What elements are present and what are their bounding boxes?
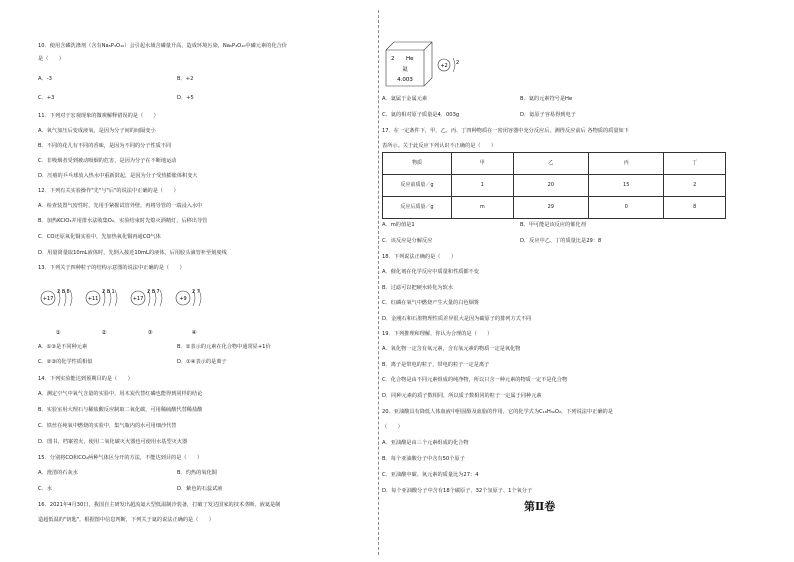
- q10-option-b: B．+2: [177, 76, 194, 82]
- q10-option-c: C．+3: [38, 95, 55, 101]
- question-18: 18．下列说法正确的是（ ）: [382, 254, 457, 260]
- atom-4-label: ④: [191, 330, 197, 336]
- q16-option-d: D．氦原子容易得到电子: [520, 112, 576, 118]
- atom-4-nucleus: +9: [179, 296, 187, 302]
- atom-1: [41, 289, 72, 336]
- q18-option-b: B．过滤可以把硬水转化为软水: [382, 285, 453, 291]
- q13-option-c: C．②③的化学性质相似: [38, 359, 93, 365]
- q13-option-a: A．①③是不同种元素: [38, 344, 88, 350]
- atom-3-shells: 2 8 7: [147, 289, 160, 295]
- q20-option-b: B．每个亚油酸分子中含有50个原子: [382, 456, 465, 462]
- q20-option-c: C．亚油酸中碳、氧元素的质量比为27：4: [382, 472, 479, 478]
- q19-option-d: D．同种元素的质子数相同，所以质子数相同的粒子一定属于同种元素: [382, 393, 542, 399]
- q12-option-c: C．CO还原氧化铜实验中，先加热氧化铜再通CO气体: [38, 234, 161, 240]
- q19-option-c: C．化合物是由不同元素组成的纯净物，所以只含一种元素的物质一定不是化合物: [382, 377, 568, 383]
- table-cell: 1: [452, 175, 514, 197]
- question-15: 15．分别将CO和CO₂两种气体区分开的方法，不能达到目的是（ ）: [38, 455, 203, 461]
- element-symbol: He: [406, 56, 414, 62]
- q17-option-b: B．甲可能是该反应的催化剂: [520, 222, 586, 228]
- q19-option-b: B．离子是带电的粒子，带电的粒子一定是离子: [382, 362, 490, 368]
- q13-option-b: B．②表示的元素在化合物中通常显+1价: [177, 344, 271, 350]
- q14-option-d: D．图书、档案着火，使用二氧化碳灭火器也可使用水基型灭火器: [38, 439, 188, 445]
- table-header: 乙: [513, 153, 588, 175]
- table-cell: 0: [588, 197, 663, 219]
- atom-2-nucleus: +11: [87, 296, 99, 302]
- question-14: 14．下列实验能达到预期目的是（ ）: [38, 376, 133, 382]
- q19-option-a: A．氧化物一定含有氧元素，含有氧元素的物质一定是氧化物: [382, 346, 521, 352]
- table-cell: 8: [664, 197, 726, 219]
- question-13: 13．下列关于四种粒子的结构示意图的说法中正确的是（ ）: [38, 265, 185, 271]
- q15-option-c: C．水: [38, 486, 52, 492]
- q11-option-c: C．非吸烟者受到被动吸烟的危害，是因为分子在不断地运动: [38, 158, 177, 164]
- q18-option-a: A．催化剂在化学反应中质量和性质都不变: [382, 269, 479, 275]
- q14-option-b: B．实验室用大理石与稀盐酸反应制取二氧化碳，可用稀硫酸代替稀盐酸: [38, 407, 203, 413]
- atom-3: [131, 289, 162, 336]
- table-row: [383, 197, 726, 219]
- q11-option-d: D．压瘪的乒乓球放入热水中重新鼓起，是因为分子受热膨胀体积变大: [38, 173, 198, 179]
- q11-option-a: A．氧气加压后变成液氧，是因为分子间的间隔变小: [38, 128, 156, 134]
- q16-option-b: B．氦的元素符号是He: [520, 96, 573, 102]
- table-header: 丁: [664, 153, 726, 175]
- atom-4-shells: 2 7: [192, 289, 200, 295]
- atom-3-nucleus: +17: [132, 296, 144, 302]
- column-divider: [378, 10, 379, 555]
- table-header-row: [383, 153, 726, 175]
- element-number: 2: [391, 56, 395, 62]
- table-cell: 2: [664, 175, 726, 197]
- table-header: 丙: [588, 153, 663, 175]
- q20-option-a: A．亚油酸是由三个元素组成的化合物: [382, 440, 469, 446]
- mass-table: [382, 152, 726, 219]
- question-12: 12．下列有关实验操作"先"与"后"的说法中正确的是（ ）: [38, 188, 179, 194]
- atom-2-label: ②: [101, 330, 107, 336]
- element-mass: 4.003: [397, 77, 413, 83]
- q10-option-d: D．+5: [177, 95, 194, 101]
- q18-option-c: C．红磷在氧气中燃烧产生大量的白色烟雾: [382, 300, 479, 306]
- atom-1-label: ①: [55, 330, 61, 336]
- question-20: 20．亚油酸具有降低人体血液中胆固醇及血脂的作用，它的化学式为C₁₈H₃₂O₂，下列说法中正确的是: [382, 409, 613, 415]
- atom-3-label: ③: [147, 330, 153, 336]
- q12-option-b: B．加热KClO₃并用排水法收集O₂，实验结束时先熄灭酒精灯，后移出导管: [38, 218, 208, 224]
- atom-4: [176, 289, 201, 336]
- q13-option-d: D．①④表示的是离子: [177, 359, 227, 365]
- table-cell: m: [452, 197, 514, 219]
- table-header: 物质: [383, 153, 452, 175]
- table-cell: 29: [513, 197, 588, 219]
- question-17: 17．在一定条件下，甲、乙、丙、丁四种物质在一密闭容器中充分反应后，测得反应前后 各物质的质量如下: [382, 128, 629, 134]
- question-17-cont: 表所示。关于此反应下列认识不正确的是（ ）: [382, 143, 497, 149]
- q18-option-d: D．金刚石和石墨物理性质差异很大是因为碳原子的排列方式不同: [382, 316, 532, 322]
- he-shells: 2: [456, 60, 460, 66]
- question-10-cont: 是（ ）: [38, 56, 64, 62]
- q17-option-c: C．该反应是分解反应: [382, 238, 433, 244]
- question-11: 11．下列对于宏观现象的微观解释错误的是（ ）: [38, 113, 159, 119]
- table-cell: 20: [513, 175, 588, 197]
- table-cell: 15: [588, 175, 663, 197]
- q17-option-a: A．m的值是1: [382, 222, 415, 228]
- question-16: 16．2021年4月30日，我国自主研发出超流氦大型低温制冷装备，打破了发达国家的技术垄断，液氦是制: [38, 502, 281, 508]
- q12-option-d: D．用量筒量取10mL液体时，先倒入接近10mL的液体，后用胶头滴管补至刻度线: [38, 250, 227, 256]
- question-19: 19．下列推理和理解，你认为合理的是（ ）: [382, 331, 493, 337]
- atom-diagrams: [38, 282, 238, 340]
- q17-option-d: D．反应中乙、丁的质量比是29：8: [520, 238, 602, 244]
- q20-option-d: D．每个亚油酸分子中含有18个碳原子、32个氢原子、1个氧分子: [382, 488, 533, 494]
- q11-option-b: B．不同的花儿有不同的香味，是因为不同的分子性质不同: [38, 143, 172, 149]
- atom-1-shells: 2 8 8: [57, 289, 70, 295]
- section-title: 第Ⅱ卷: [524, 500, 556, 513]
- helium-atom-diagram: [436, 54, 466, 76]
- q10-option-a: A．-3: [38, 76, 52, 82]
- q15-option-d: D．紫色的石蕊试液: [177, 486, 223, 492]
- q12-option-a: A．检查装置气密性时，先用手紧握试管外壁，再将导管的一端浸入水中: [38, 203, 203, 209]
- question-10: 10．使用含磷洗涤剂（含有Na₅P₃O₁₀）会引起水域含磷量升高，造成环境污染，Na₅P₃O₁₀中磷元素的化合价: [38, 43, 287, 49]
- q15-option-b: B．灼热的氧化铜: [177, 470, 217, 476]
- q14-option-c: C．铁丝在纯氧中燃烧的实验中，集气瓶内的水可用细沙代替: [38, 423, 177, 429]
- he-nucleus: +2: [440, 63, 448, 69]
- question-16-cont: 造超低温的"钥匙"。根据图中信息判断，下列关于氦的说法正确的是（ ）: [38, 517, 214, 523]
- q15-option-a: A．澄清的石灰水: [38, 470, 78, 476]
- question-20-cont: （ ）: [382, 424, 403, 430]
- atom-2-shells: 2 8 1: [102, 289, 115, 295]
- q16-option-c: C．氦的相对原子质量是4．003g: [382, 112, 460, 118]
- table-cell: 反应后质量／g: [383, 197, 452, 219]
- q14-option-a: A．测定空气中氧气含量的实验中，用木炭代替红磷也能得到同样的结论: [38, 391, 203, 397]
- table-header: 甲: [452, 153, 514, 175]
- atom-1-nucleus: +17: [42, 296, 54, 302]
- element-name: 氦: [402, 67, 408, 73]
- table-row: [383, 175, 726, 197]
- q16-option-a: A．氦属于金属元素: [382, 96, 428, 102]
- table-cell: 反应前质量／g: [383, 175, 452, 197]
- atom-2: [86, 289, 117, 336]
